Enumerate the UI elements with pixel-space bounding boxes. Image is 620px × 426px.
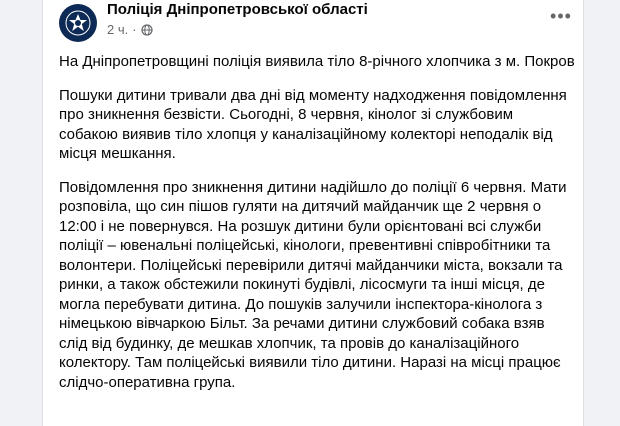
police-badge-icon (65, 10, 91, 36)
more-options-button[interactable] (549, 6, 573, 26)
post-header (59, 0, 583, 44)
post-text (59, 52, 575, 406)
globe-icon[interactable] (141, 24, 153, 36)
more-options-icon: ••• (550, 5, 572, 26)
page-name-link[interactable]: Поліція Дніпропетровської області (107, 1, 368, 18)
separator-dot: · (132, 22, 137, 37)
post-paragraph: Пошуки дитини тривали два дні від моменту надходження повідомлення про зникнення безвісти. Сьогодні, 8 червня, кінолог зі службовим собакою виявив тіло хлопця у каналізаційному колекторі неподалік від місця мешкання. (59, 86, 567, 162)
post-paragraph: Повідомлення про зникнення дитини надійшло до поліції 6 червня. Мати розповіла, що син пішов гуляти на дитячий майданчик ще 2 червня о 12:00 і не повернувся. На розшук дитини були орієнтовані всі служби поліції – ювенальні поліцейські, кінологи, превентивні співробітники та волонтери. Поліцейські перевірили дитячі майданчики міста, вокзали та ринки, а також обстежили покинуті будівлі, лісосмуги та інші місця, де могла перебувати дитина. До пошуків залучили інспектора-кінолога з німецькою вівчаркою Більт. За речами дитини службовий собака взяв слід від будинку, де мешкав хлопчик, та провів до каналізаційного колектору. Там поліцейські виявили тіло дитини. Наразі на місці працює слідчо-оперативна група. (59, 178, 567, 391)
post-card (42, 0, 584, 426)
page-avatar[interactable] (59, 4, 97, 42)
post-meta (107, 22, 153, 37)
post-paragraph-title: На Дніпропетровщині поліція виявила тіло 8-річного хлопчика з м. Покров (59, 53, 575, 70)
post-timestamp[interactable]: 2 ч. (107, 22, 129, 37)
